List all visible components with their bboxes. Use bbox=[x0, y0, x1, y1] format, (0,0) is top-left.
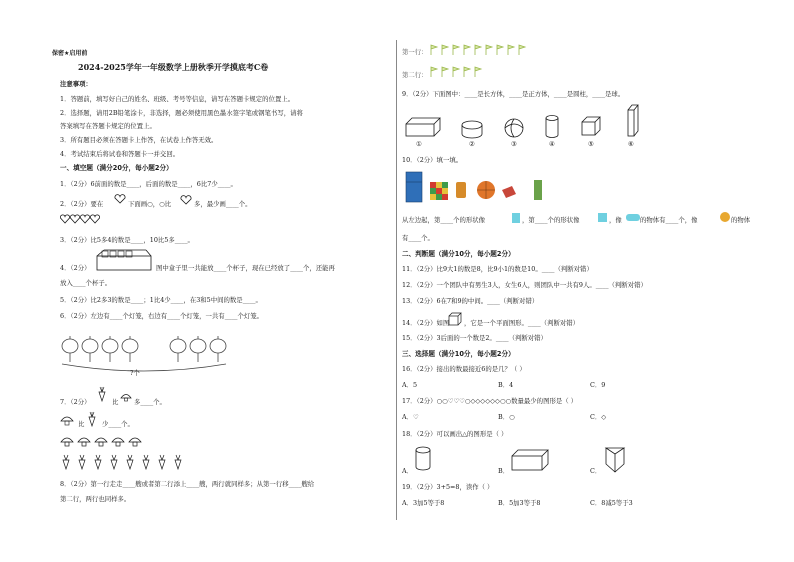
hearts-row-icon bbox=[60, 214, 100, 224]
section-judge-title: 二、判断题（满分10分，每小题2分） bbox=[402, 250, 515, 258]
sphere-shape-icon bbox=[720, 212, 730, 222]
cuboid-icon bbox=[510, 448, 550, 472]
question-7-part-e: 少____个。 bbox=[102, 420, 134, 428]
question-17-option-c[interactable]: C．◇ bbox=[590, 413, 607, 421]
cuboid-shape-icon bbox=[512, 213, 520, 223]
solid-label-6: ⑥ bbox=[628, 140, 634, 148]
question-7-part-b: 比 bbox=[112, 398, 119, 406]
flags-row-2-icon bbox=[428, 66, 498, 78]
question-2-part-c: 多，最少画____个。 bbox=[194, 200, 252, 208]
cube-shape-icon bbox=[598, 213, 607, 222]
question-14-part-a: 14．（2分）如图 bbox=[402, 319, 450, 327]
question-9: 9．（2分）下面图中：____是长方体，____是正方体，____是圆柱，____是球。 bbox=[402, 90, 625, 98]
page-title: 2024-2025学年一年级数学上册秋季开学摸底考C卷 bbox=[78, 62, 269, 72]
cube-outline-icon bbox=[448, 312, 462, 326]
question-12: 12．（2分）一个团队中有男生3人，女生6人，则团队中一共有9人。____（判断对错） bbox=[402, 281, 647, 289]
note-2: 2．选择题，请用2B铅笔涂卡，非选择，题必须使用黑色墨水签字笔或钢笔书写，请将 bbox=[60, 109, 303, 117]
question-19-option-a[interactable]: A．3加5等于8 bbox=[402, 499, 445, 507]
question-13: 13．（2分）6在7和9的中间。____（判断对错） bbox=[402, 297, 539, 305]
confidential-label: 保密★启用前 bbox=[52, 50, 88, 57]
heart-icon bbox=[114, 194, 126, 204]
objects-icon bbox=[404, 168, 554, 204]
question-19: 19．（2分）3+5=8，读作（ ） bbox=[402, 483, 494, 491]
question-16-option-c[interactable]: C．9 bbox=[590, 381, 606, 389]
question-10-text-b: ，第____个的形状像 bbox=[522, 216, 580, 224]
note-5: 4．考试结束后将试卷和答题卡一并交回。 bbox=[60, 150, 180, 158]
notes-title: 注意事项： bbox=[60, 80, 92, 88]
question-18: 18．（2分）可以画出△的图形是（ ） bbox=[402, 430, 508, 438]
question-1: 1．（2分）6前面的数是____，后面的数是____，6比7少____。 bbox=[60, 180, 237, 188]
question-7-part-d: 比 bbox=[78, 420, 85, 428]
question-17-option-b[interactable]: B．○ bbox=[498, 413, 515, 421]
question-19-option-b[interactable]: B．5加3等于8 bbox=[498, 499, 541, 507]
question-18-option-b[interactable]: B． bbox=[498, 467, 510, 475]
question-15: 15．（2分）3后面的一个数是2。____（判断对错） bbox=[402, 334, 547, 342]
question-11: 11．（2分）比9大1的数是8，比9小1的数是10。____（判断对错） bbox=[402, 265, 593, 273]
question-2-part-b: 下面画○，○比 bbox=[128, 200, 172, 208]
triangular-prism-icon bbox=[602, 442, 628, 474]
solid-label-5: ⑤ bbox=[588, 140, 594, 148]
question-6: 6．（2分）左边有____个灯笼，右边有____个灯笼，一共有____个灯笼。 bbox=[60, 312, 264, 320]
question-17-option-a[interactable]: A．♡ bbox=[402, 413, 419, 421]
question-10-text-a: 从左边起，第____个的形状像 bbox=[402, 216, 486, 224]
heart-icon bbox=[180, 195, 192, 205]
row-2-label: 第二行： bbox=[402, 71, 428, 79]
question-4-part-a: 4．（2分） bbox=[60, 264, 91, 272]
solid-label-1: ① bbox=[416, 140, 422, 148]
question-18-option-c[interactable]: C． bbox=[590, 467, 602, 475]
carrot-icon bbox=[96, 386, 108, 402]
question-17: 17．（2分）○○♡♡♡○◇◇◇◇◇◇○○数量最少的图形是（ ） bbox=[402, 397, 578, 405]
question-4-part-c: 放入____个杯子。 bbox=[60, 279, 112, 287]
lantern-unknown-label: ?个 bbox=[130, 369, 140, 377]
carrot-icon bbox=[86, 411, 98, 427]
question-18-option-a[interactable]: A． bbox=[402, 467, 414, 475]
note-4: 3．所有题目必须在答题卡上作答，在试卷上作答无效。 bbox=[60, 136, 218, 144]
mushroom-icon bbox=[120, 392, 132, 402]
mushroom-icon bbox=[60, 414, 74, 426]
row-1-label: 第一行： bbox=[402, 48, 428, 56]
question-16-option-a[interactable]: A．5 bbox=[402, 381, 418, 389]
cylinder-icon bbox=[414, 446, 432, 472]
solid-label-3: ③ bbox=[511, 140, 517, 148]
question-4-part-b: 图中盒子里一共能放____个杯子，现在已经放了____个，还能再 bbox=[156, 264, 335, 272]
question-14-part-b: ，它是一个平面图形。____（判断对错） bbox=[464, 319, 580, 327]
question-19-option-c[interactable]: C．8减5等于3 bbox=[590, 499, 633, 507]
cup-box-icon bbox=[96, 248, 152, 272]
question-10-text-d: 的物体有____个，像 bbox=[640, 216, 698, 224]
question-10-text-f: 有____个。 bbox=[402, 234, 434, 242]
cylinder-shape-icon bbox=[626, 214, 640, 221]
solid-label-4: ④ bbox=[549, 140, 555, 148]
question-3: 3．（2分）比5多4的数是____，10比5多____。 bbox=[60, 236, 194, 244]
flags-row-1-icon bbox=[428, 44, 538, 56]
note-3: 答案填写在答题卡规定的位置上。 bbox=[60, 122, 156, 130]
question-2-part-a: 2．（2分）要在 bbox=[60, 200, 104, 208]
section-choose-title: 三、选择题（满分10分，每小题2分） bbox=[402, 350, 515, 358]
question-10-text-e: 的物体 bbox=[731, 216, 751, 224]
solid-label-2: ② bbox=[469, 140, 475, 148]
question-8-line-2: 第二行，两行也同样多。 bbox=[60, 495, 131, 503]
note-1: 1．答题前，填写好自己的姓名、班级、考号等信息，请写在答题卡规定的位置上。 bbox=[60, 95, 295, 103]
question-7-part-c: 多____个。 bbox=[134, 398, 166, 406]
question-8-line-1: 8．（2分）第一行走走____艘或者第二行添上____艘，两行就同样多；从第一行移____艘给 bbox=[60, 480, 315, 488]
question-7-part-a: 7．（2分） bbox=[60, 398, 91, 406]
question-10-text-c: ，像 bbox=[609, 216, 622, 224]
column-divider bbox=[396, 40, 397, 520]
question-10: 10．（2分）填一填。 bbox=[402, 156, 463, 164]
question-16: 16．（2分）接出的数最接近6的是几？（ ） bbox=[402, 365, 526, 373]
mushrooms-row-icon bbox=[60, 434, 160, 448]
section-fill-title: 一、填空题（满分20分，每小题2分） bbox=[60, 164, 173, 172]
lanterns-icon bbox=[60, 320, 230, 390]
question-16-option-b[interactable]: B．4 bbox=[498, 381, 514, 389]
carrots-row-icon bbox=[60, 454, 240, 470]
question-5: 5．（2分）比2多3的数是____；1比4少____，在3和5中间的数是____。 bbox=[60, 296, 262, 304]
solids-icon bbox=[402, 102, 642, 146]
